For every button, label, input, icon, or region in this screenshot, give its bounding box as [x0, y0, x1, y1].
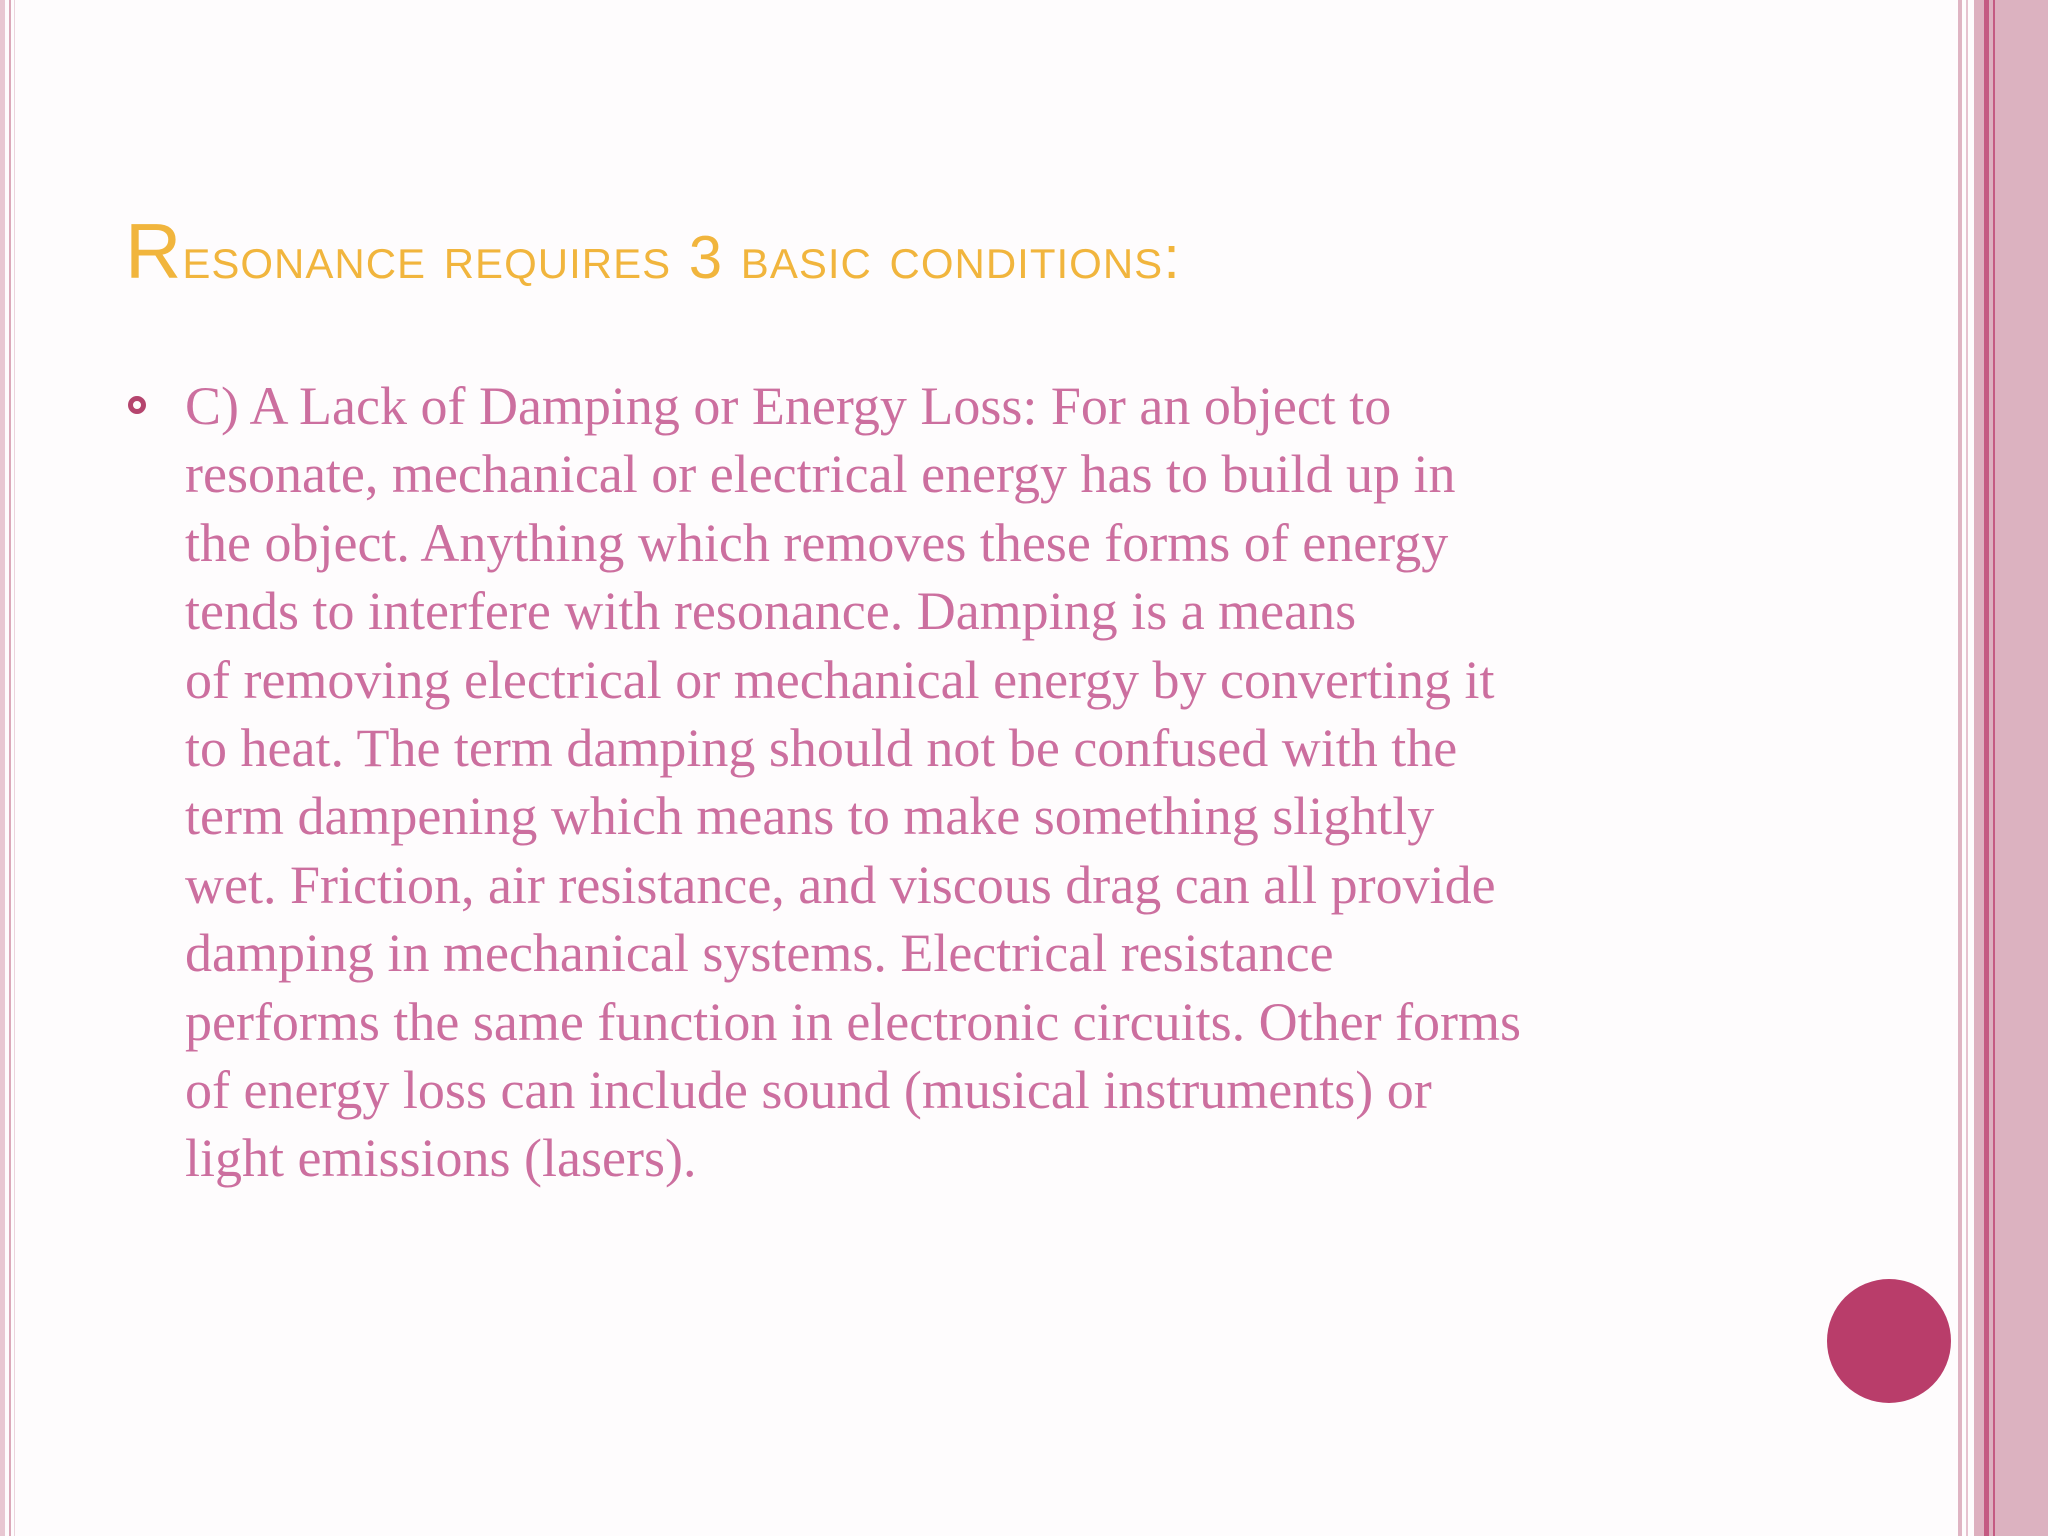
decorative-circle: [1827, 1279, 1951, 1403]
left-border-line: [0, 0, 5, 1536]
title-initial: R: [125, 207, 183, 295]
right-border-band: [2000, 0, 2048, 1536]
bullet-circle-icon: [128, 396, 146, 414]
left-border-line: [9, 0, 11, 1536]
right-border-line: [1958, 0, 1962, 1536]
right-border-line: [1966, 0, 1968, 1536]
slide-title: [125, 207, 1181, 295]
title-rest: esonance requires 3 basic conditions:: [182, 224, 1181, 291]
right-border-accent-line: [1984, 0, 1989, 1536]
right-border-accent-line: [1993, 0, 1995, 1536]
left-border-line: [14, 0, 15, 1536]
bullet-text: C) A Lack of Damping or Energy Loss: For an object to resonate, mechanical or electrical energy has to build up in the object. Anything which removes these forms of energy tends to interfere with resonance. Damping is a means of removing electrical or mechanical energy by converting it to heat. The term damping should not be confused with the term dampening which means to make something slightly wet. Friction, air resistance, and viscous drag can all provide damping in mechanical systems. Electrical resistance performs the same function in electronic circuits. Other forms of energy loss can include sound (musical instruments) or light emissions (lasers).: [185, 376, 1522, 1189]
